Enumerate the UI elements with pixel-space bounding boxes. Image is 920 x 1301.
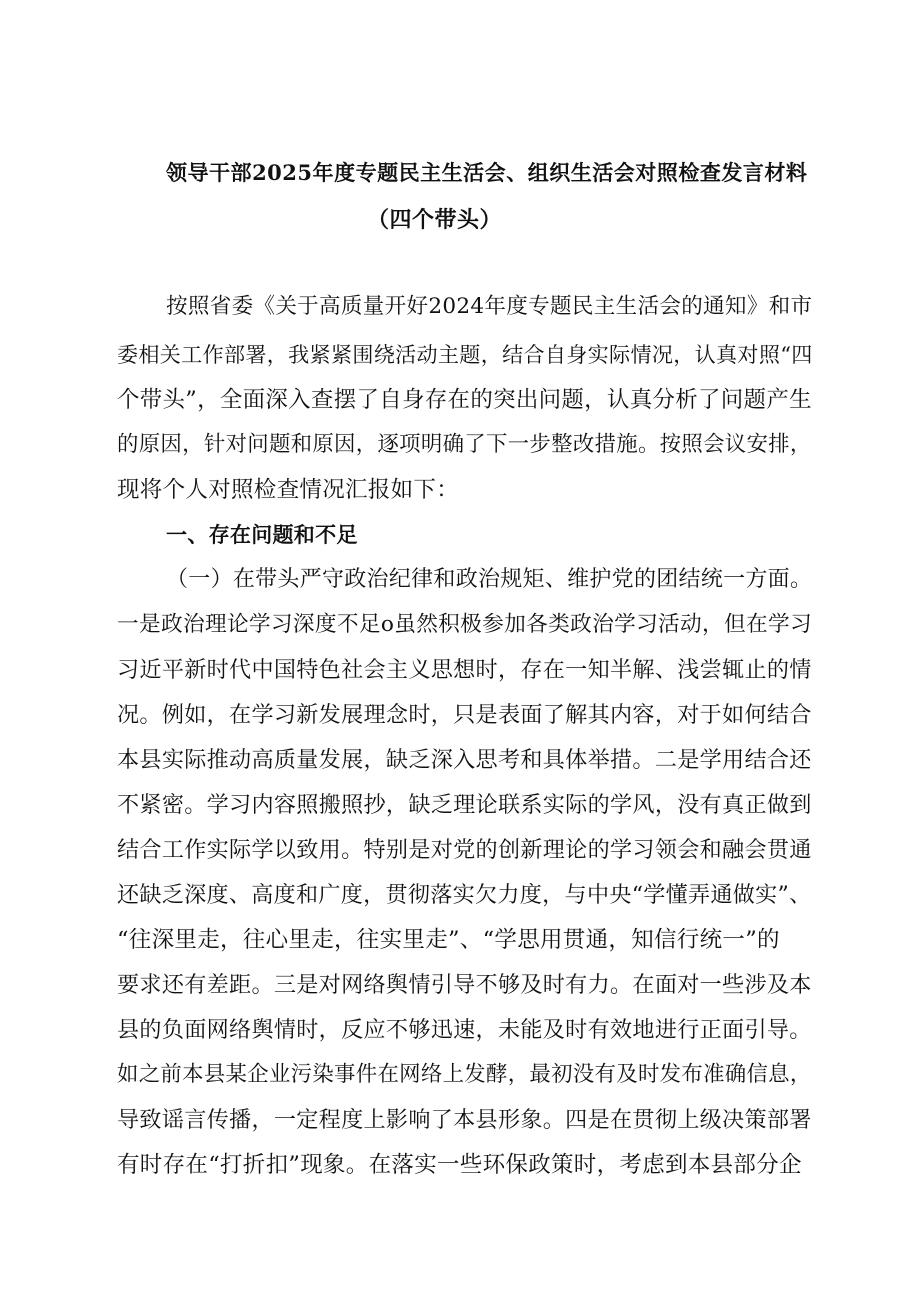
body-line: 要求还有差距。三是对网络舆情引导不够及时有力。在面对一些涉及本 bbox=[117, 972, 812, 998]
document-subtitle: （四个带头） bbox=[367, 207, 503, 233]
subsection-heading: （一）在带头严守政治纪律和政治规矩、维护党的团结统一方面。 bbox=[166, 567, 813, 592]
body-line: 的原因，针对问题和原因，逐项明确了下一步整改措施。按照会议安排， bbox=[117, 432, 812, 457]
body-line: 个带头”，全面深入查摆了自身存在的突出问题，认真分析了问题产生 bbox=[117, 387, 812, 413]
document-title: 领导干部2025年度专题民主生活会、组织生活会对照检查发言材料 bbox=[166, 160, 808, 185]
body-line: 县的负面网络舆情时，反应不够迅速，未能及时有效地进行正面引导。 bbox=[117, 1017, 812, 1043]
body-line: 习近平新时代中国特色社会主义思想时，存在一知半解、浅尝辄止的情 bbox=[117, 657, 812, 683]
body-line: 按照省委《关于高质量开好2024年度专题民主生活会的通知》和市 bbox=[166, 294, 813, 319]
body-line: 现将个人对照检查情况汇报如下： bbox=[117, 477, 460, 503]
body-line: 一是政治理论学习深度不足o虽然积极参加各类政治学习活动，但在学习 bbox=[117, 612, 812, 637]
body-line: “往深里走，往心里走，往实里走”、“学思用贯通，知信行统一”的 bbox=[117, 927, 780, 953]
body-line: 结合工作实际学以致用。特别是对党的创新理论的学习领会和融会贯通 bbox=[117, 837, 812, 863]
body-line: 委相关工作部署，我紧紧围绕活动主题，结合自身实际情况，认真对照“四 bbox=[117, 342, 813, 367]
body-line: 还缺乏深度、高度和广度，贯彻落实欠力度，与中央“学懂弄通做实”、 bbox=[117, 882, 812, 908]
body-line: 不紧密。学习内容照搬照抄，缺乏理论联系实际的学风，没有真正做到 bbox=[117, 792, 812, 818]
body-line: 导致谣言传播，一定程度上影响了本县形象。四是在贯彻上级决策部署 bbox=[117, 1107, 812, 1133]
body-line: 有时存在“打折扣”现象。在落实一些环保政策时，考虑到本县部分企 bbox=[117, 1152, 802, 1178]
body-line: 况。例如，在学习新发展理念时，只是表面了解其内容，对于如何结合 bbox=[117, 702, 812, 728]
body-line: 本县实际推动高质量发展，缺乏深入思考和具体举措。二是学用结合还 bbox=[117, 747, 812, 773]
body-line: 如之前本县某企业污染事件在网络上发酵，最初没有及时发布准确信息， bbox=[117, 1062, 812, 1087]
section-heading: 一、存在问题和不足 bbox=[166, 523, 358, 547]
